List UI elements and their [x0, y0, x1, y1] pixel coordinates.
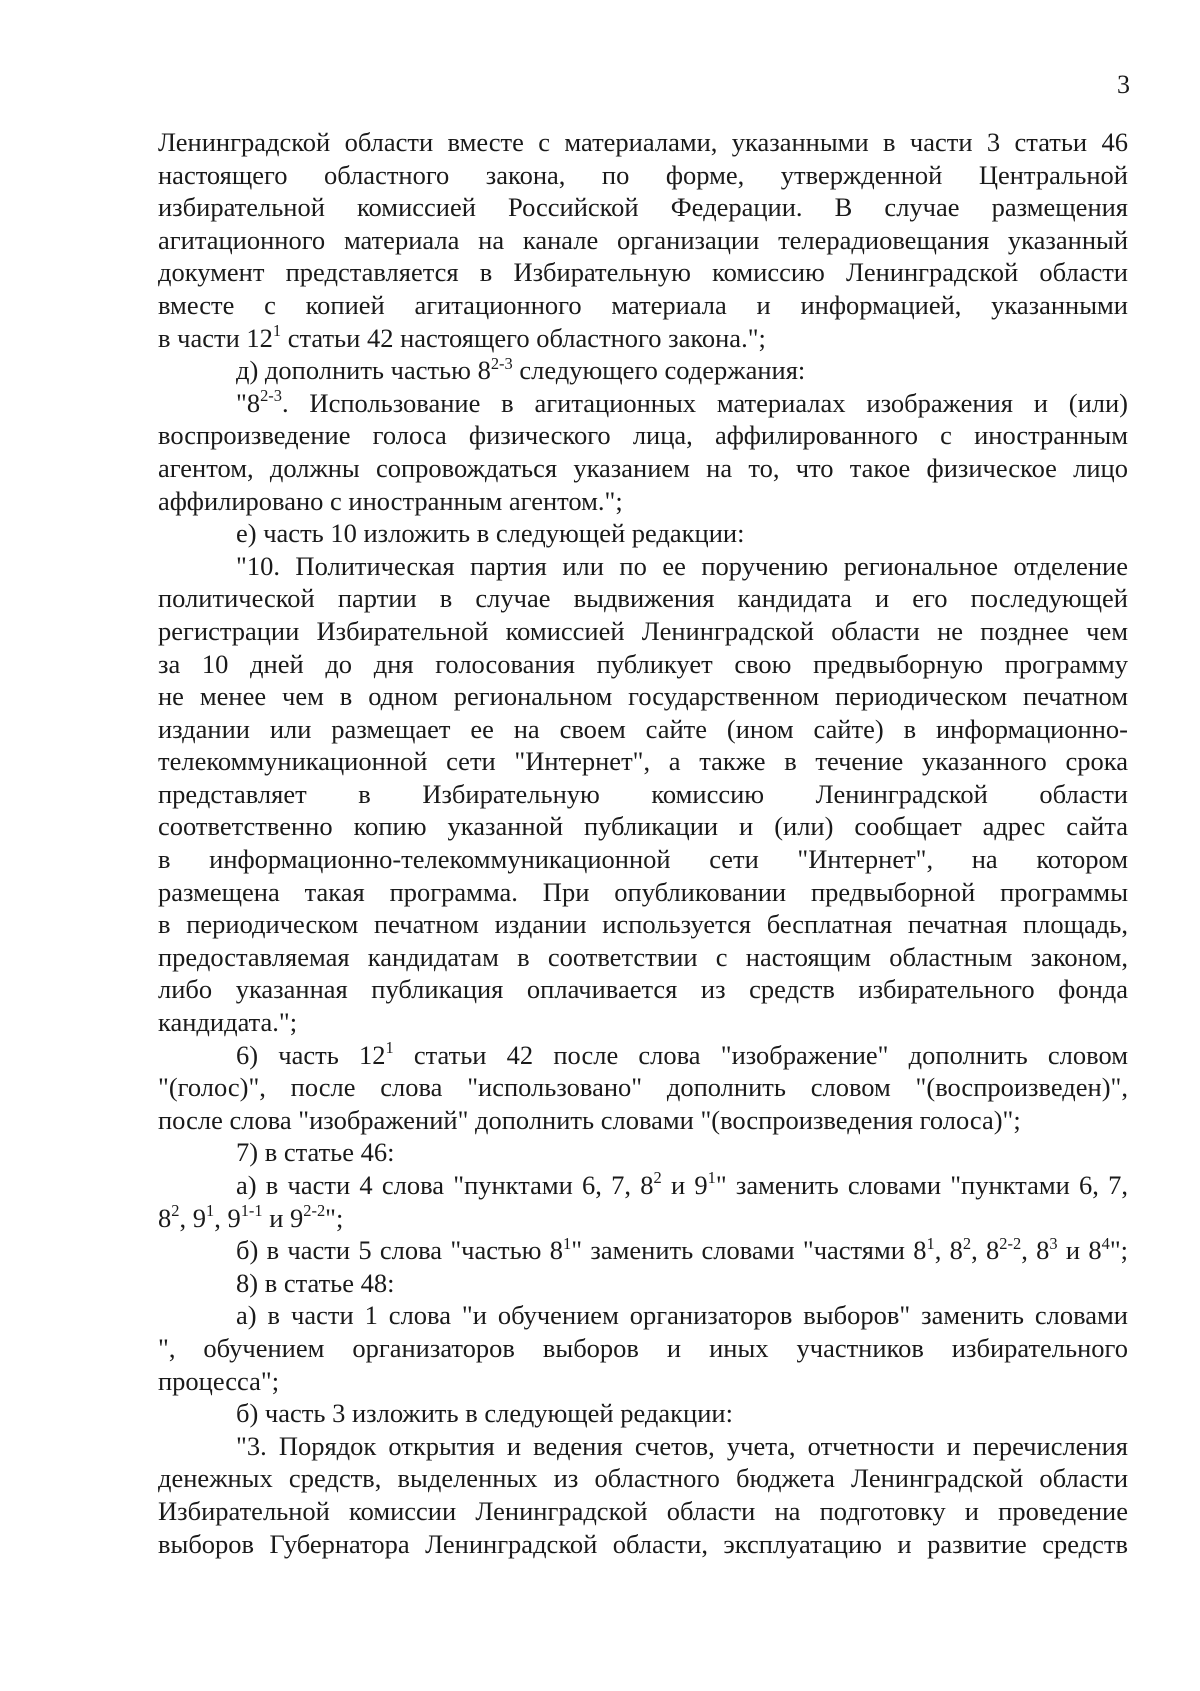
text-line: денежных средств, выделенных из областного бюджета Ленинградской области	[158, 1463, 1128, 1494]
text-line: б) в части 5 слова "частью $8^1$" заменить словами "частями $8^1$, $8^2$, 8$^{2-2}$, $8^3$ и $8^4$";	[236, 1233, 1129, 1266]
superscript: 2	[653, 1168, 662, 1188]
text-line: телекоммуникационной сети "Интернет", а также в течение указанного срока	[158, 746, 1128, 777]
text-line: а) в части 1 слова "и обучением организаторов выборов" заменить словами	[236, 1300, 1128, 1331]
superscript: 2-2	[303, 1200, 326, 1220]
superscript: 1	[563, 1233, 572, 1253]
text-line: 6) часть $12^1$ статьи 42 после слова "изображение" дополнить словом	[236, 1037, 1129, 1070]
superscript: 1	[205, 1200, 215, 1220]
text-line: после слова "изображений" дополнить словами "(воспроизведения голоса)";	[158, 1104, 1021, 1135]
text-line: б) часть 3 изложить в следующей редакции:	[236, 1398, 733, 1429]
superscript: 1	[926, 1233, 935, 1253]
text-line: в периодическом печатном издании используется бесплатная печатная площадь,	[158, 909, 1128, 940]
text-line: е) часть 10 изложить в следующей редакции:	[236, 518, 745, 549]
text-line: регистрации Избирательной комиссией Ленинградской области не позднее чем	[158, 615, 1128, 646]
superscript: 4	[1101, 1233, 1110, 1253]
text-line: "8$^{2-3}$. Использование в агитационных материалах изображения и (или)	[236, 386, 1128, 418]
text-line: в информационно-телекоммуникационной сети "Интернет", на котором	[158, 844, 1128, 875]
text-line: "10. Политическая партия или по ее поручению региональное отделение	[236, 550, 1128, 581]
text-line: Избирательной комиссии Ленинградской области на подготовку и проведение	[158, 1495, 1128, 1526]
text-line: вместе с копией агитационного материала и информацией, указанными	[158, 289, 1128, 320]
superscript: 2-3	[260, 386, 282, 406]
text-line: Ленинградской области вместе с материалами, указанными в части 3 статьи 46	[158, 127, 1128, 157]
superscript: 2	[171, 1200, 180, 1220]
superscript: 2-3	[490, 353, 513, 373]
text-line: 7) в статье 46:	[236, 1137, 395, 1168]
text-line: "(голос)", после слова "использовано" дополнить словом "(воспроизведен)",	[158, 1072, 1128, 1103]
text-line: кандидата.";	[158, 1007, 298, 1038]
text-line: за 10 дней до дня голосования публикует свою предвыборную программу	[158, 648, 1128, 679]
text-line: в части $12^1$ статьи 42 настоящего областного закона.";	[158, 320, 766, 353]
text-line: политической партии в случае выдвижения кандидата и его последующей	[158, 583, 1128, 614]
text-line: документ представляется в Избирательную комиссию Ленинградской области	[158, 257, 1128, 288]
superscript: 1	[385, 1037, 394, 1057]
text-line: процесса";	[158, 1365, 280, 1396]
text-line: 8) в статье 48:	[236, 1267, 395, 1298]
text-line: издании или размещает ее на своем сайте (ином сайте) в информационно-	[158, 713, 1128, 744]
text-line: а) в части 4 слова "пунктами 6, 7, $8^2$ и $9^1$" заменить словами "пунктами 6, 7,	[236, 1168, 1128, 1200]
text-line: не менее чем в одном региональном государственном периодическом печатном	[158, 681, 1128, 712]
text-line: либо указанная публикация оплачивается из средств избирательного фонда	[158, 974, 1128, 1005]
text-line: представляет в Избирательную комиссию Ленинградской области	[158, 778, 1128, 809]
text-line: ", обучением организаторов выборов и иных участников избирательного	[158, 1332, 1128, 1363]
text-line: воспроизведение голоса физического лица, аффилированного с иностранным	[158, 420, 1128, 451]
superscript: 2	[962, 1233, 972, 1253]
text-line: соответственно копию указанной публикации и (или) сообщает адрес сайта	[158, 811, 1128, 842]
superscript: 1-1	[240, 1200, 263, 1220]
superscript: 1	[272, 320, 282, 340]
text-line: предоставляемая кандидатам в соответствии с настоящим областным законом,	[158, 941, 1128, 972]
text-line: избирательной комиссией Российской Федерации. В случае размещения	[158, 192, 1128, 223]
text-line: д) дополнить частью 8$^{2-3}$ следующего содержания:	[236, 353, 806, 386]
text-line: настоящего областного закона, по форме, утвержденной Центральной	[158, 159, 1128, 190]
superscript: 1	[707, 1168, 716, 1188]
text-line: выборов Губернатора Ленинградской области, эксплуатацию и развитие средств	[158, 1528, 1128, 1559]
superscript: 2-2	[999, 1233, 1022, 1253]
text-line: агитационного материала на канале организации телерадиовещания указанный	[158, 224, 1128, 255]
text-line: аффилировано с иностранным агентом.";	[158, 485, 623, 516]
text-line: "3. Порядок открытия и ведения счетов, учета, отчетности и перечисления	[236, 1430, 1128, 1461]
page-number: 3	[1117, 70, 1130, 99]
superscript: 3	[1049, 1233, 1058, 1253]
text-line: агентом, должны сопровождаться указанием на то, что такое физическое лицо	[158, 452, 1128, 483]
text-line: $8^2$, $9^1$, 9$^{1-1}$ и 9$^{2-2}$";	[158, 1200, 344, 1233]
document-body	[158, 126, 1128, 1560]
text-line: размещена такая программа. При опубликовании предвыборной программы	[158, 876, 1128, 907]
